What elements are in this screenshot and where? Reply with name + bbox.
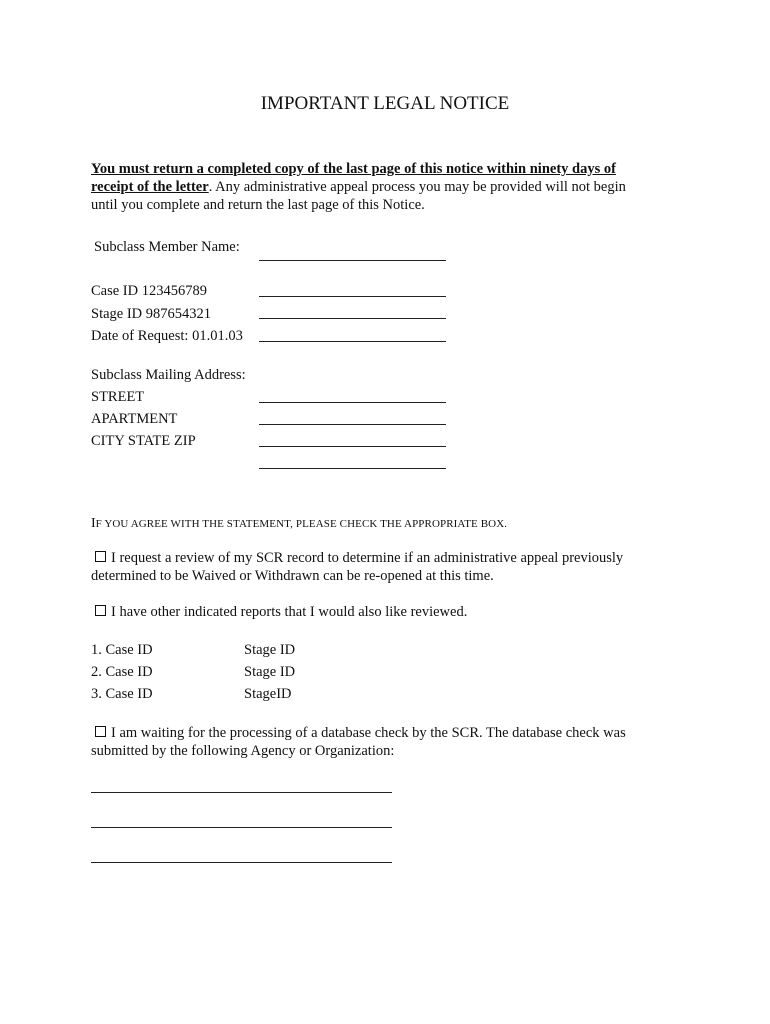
mailing-address-label: Subclass Mailing Address: bbox=[91, 367, 246, 383]
intro-rest-line-2: . Any administrative appeal process you may be provided will not begin bbox=[208, 179, 626, 195]
case-id-label: Case ID 123456789 bbox=[91, 283, 207, 299]
member-name-field[interactable] bbox=[259, 260, 446, 261]
apartment-label: APARTMENT bbox=[91, 411, 178, 427]
street-field[interactable] bbox=[259, 402, 446, 403]
report-1-case: 1. Case ID bbox=[91, 642, 153, 658]
agency-field-2[interactable] bbox=[91, 827, 392, 828]
address-extra-field[interactable] bbox=[259, 468, 446, 469]
option-review bbox=[95, 549, 623, 567]
agree-instruction bbox=[91, 514, 507, 532]
intro-line-1 bbox=[91, 160, 616, 178]
report-3-stage: StageID bbox=[244, 686, 292, 702]
case-id-field[interactable] bbox=[259, 296, 446, 297]
intro-bold-line-2: receipt of the letter bbox=[91, 179, 209, 195]
intro-line-2 bbox=[91, 178, 626, 196]
date-of-request-field[interactable] bbox=[259, 341, 446, 342]
report-2-stage: Stage ID bbox=[244, 664, 296, 680]
option-other-reports bbox=[95, 603, 467, 621]
report-1-stage: Stage ID bbox=[244, 642, 296, 658]
member-name-label: Subclass Member Name: bbox=[94, 239, 240, 255]
city-state-zip-label: CITY STATE ZIP bbox=[91, 433, 196, 449]
intro-line-3: until you complete and return the last page of this Notice. bbox=[91, 197, 425, 213]
option-review-line-1: I request a review of my SCR record to determine if an administrative appeal previously bbox=[111, 550, 624, 566]
option-database-line-2: submitted by the following Agency or Organization: bbox=[91, 743, 395, 759]
stage-id-field[interactable] bbox=[259, 318, 446, 319]
stage-id-label: Stage ID 987654321 bbox=[91, 306, 212, 322]
street-label: STREET bbox=[91, 389, 145, 405]
agency-field-3[interactable] bbox=[91, 862, 392, 863]
apartment-field[interactable] bbox=[259, 424, 446, 425]
option-other-reports-text: I have other indicated reports that I would also like reviewed. bbox=[111, 604, 468, 620]
option-database-line-1: I am waiting for the processing of a database check by the SCR. The database check was bbox=[111, 725, 626, 741]
date-of-request-label: Date of Request: 01.01.03 bbox=[91, 328, 243, 344]
intro-bold-line-1: You must return a completed copy of the last page of this notice within ninety days of bbox=[91, 161, 616, 177]
agency-field-1[interactable] bbox=[91, 792, 392, 793]
option-database bbox=[95, 724, 626, 742]
review-checkbox[interactable] bbox=[95, 551, 106, 562]
report-2-case: 2. Case ID bbox=[91, 664, 153, 680]
instruction-first-letter: I bbox=[91, 516, 96, 531]
other-reports-checkbox[interactable] bbox=[95, 605, 106, 616]
page-title: IMPORTANT LEGAL NOTICE bbox=[260, 93, 510, 114]
option-review-line-2: determined to be Waived or Withdrawn can be re-opened at this time. bbox=[91, 568, 494, 584]
report-3-case: 3. Case ID bbox=[91, 686, 153, 702]
database-checkbox[interactable] bbox=[95, 726, 106, 737]
city-state-zip-field[interactable] bbox=[259, 446, 446, 447]
instruction-rest: F YOU AGREE WITH THE STATEMENT, PLEASE CHECK THE APPROPRIATE BOX. bbox=[95, 518, 508, 530]
